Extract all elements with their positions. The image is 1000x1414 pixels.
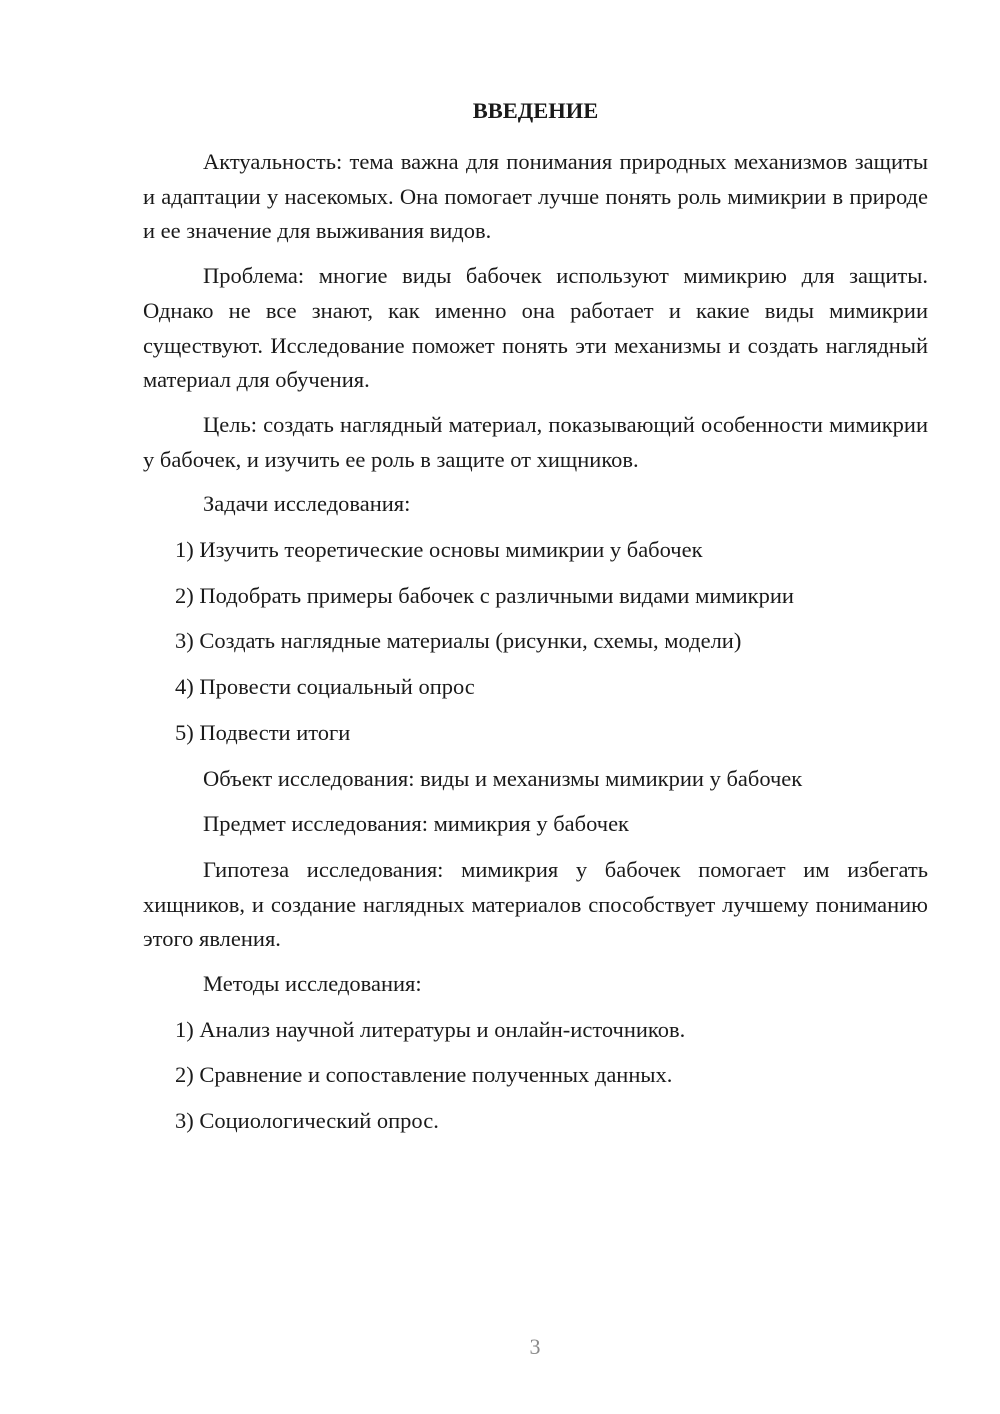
page-number: 3: [529, 1334, 541, 1359]
relevance-paragraph: Актуальность: тема важна для понимания природных механизмов защиты и адаптации у насекомых. Она помогает лучше понять роль мимикрии в природе и ее значение для выживания видов.: [143, 149, 928, 244]
tasks-heading: Задачи исследования:: [203, 491, 411, 517]
page-content: [143, 95, 928, 1150]
task-item: 5) Подвести итоги: [175, 719, 351, 745]
section-heading: ВВЕДЕНИЕ: [472, 98, 599, 123]
method-item: 1) Анализ научной литературы и онлайн-источников.: [175, 1016, 686, 1042]
task-item: 3) Создать наглядные материалы (рисунки, схемы, модели): [175, 628, 742, 654]
task-item: 4) Провести социальный опрос: [175, 674, 475, 700]
method-item: 2) Сравнение и сопоставление полученных данных.: [175, 1062, 673, 1088]
method-item: 3) Социологический опрос.: [175, 1108, 439, 1134]
goal-paragraph: Цель: создать наглядный материал, показывающий особенности мимикрии у бабочек, и изучить ее роль в защите от хищников.: [143, 411, 928, 472]
hypothesis-paragraph: Гипотеза исследования: мимикрия у бабочек помогает им избегать хищников, и создание наглядных материалов способствует лучшему пониманию этого явления.: [143, 856, 928, 952]
methods-heading: Методы исследования:: [203, 971, 422, 997]
methods-list: [143, 1013, 928, 1139]
problem-paragraph: Проблема: многие виды бабочек используют мимикрию для защиты. Однако не все знают, как именно она работает и какие виды мимикрии существуют. Исследование поможет понять эти механизмы и создать наглядный материал для обучения.: [143, 263, 928, 393]
task-item: 1) Изучить теоретические основы мимикрии у бабочек: [175, 537, 703, 563]
tasks-list: [143, 533, 928, 751]
research-object: Объект исследования: виды и механизмы мимикрии у бабочек: [203, 765, 803, 791]
research-subject: Предмет исследования: мимикрия у бабочек: [203, 811, 629, 837]
task-item: 2) Подобрать примеры бабочек с различными видами мимикрии: [175, 582, 794, 608]
